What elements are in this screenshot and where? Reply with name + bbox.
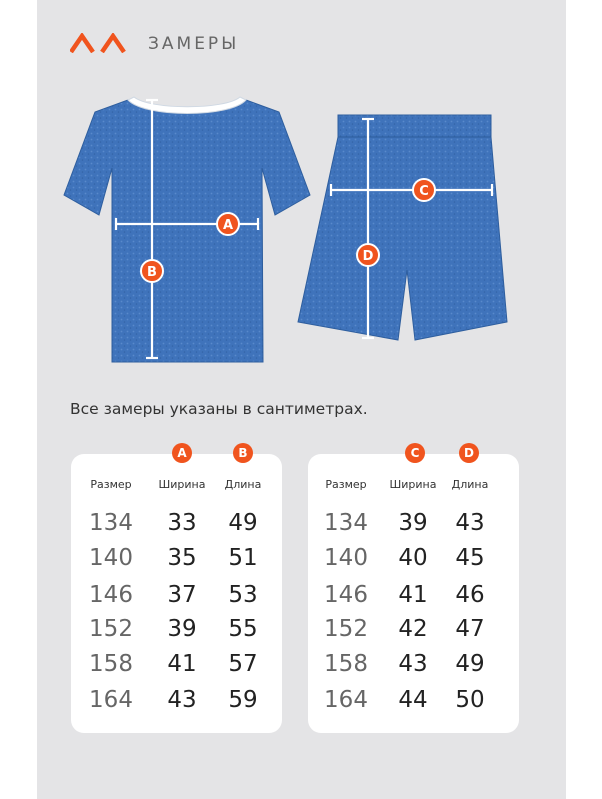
column-header-size: Размер [325,478,367,491]
table-row [71,616,282,646]
column-header-width: Ширина [389,478,437,491]
width-cell: 40 [398,545,428,571]
column-header-length: Длина [451,478,489,491]
size-cell: 158 [89,651,133,677]
size-cell: 152 [324,616,368,642]
size-cell: 140 [89,545,133,571]
size-cell: 152 [89,616,133,642]
svg-text:B: B [147,265,157,280]
length-cell: 55 [228,616,258,642]
size-cell: 146 [89,582,133,608]
length-cell: 49 [455,651,485,677]
marker-c [413,179,435,201]
width-cell: 35 [167,545,197,571]
units-caption: Все замеры указаны в сантиметрах. [70,400,368,418]
table-row [71,687,282,717]
length-cell: 45 [455,545,485,571]
table-row [308,651,519,681]
marker-d [357,244,379,266]
column-header-width: Ширина [158,478,206,491]
width-cell: 43 [167,687,197,713]
column-header-size: Размер [90,478,132,491]
measurement-diagram [0,0,602,380]
width-cell: 42 [398,616,428,642]
tshirt-illustration [64,97,310,362]
marker-b [141,260,163,282]
width-cell: 39 [398,510,428,536]
length-cell: 53 [228,582,258,608]
length-cell: 51 [228,545,258,571]
table-row [308,582,519,612]
size-cell: 158 [324,651,368,677]
table-row [308,687,519,717]
table-row [308,616,519,646]
column-header-length: Длина [224,478,262,491]
table-row [308,510,519,540]
width-cell: 43 [398,651,428,677]
size-cell: 164 [324,687,368,713]
badge-c: C [405,443,425,463]
length-cell: 43 [455,510,485,536]
width-cell: 41 [398,582,428,608]
length-cell: 47 [455,616,485,642]
length-cell: 50 [455,687,485,713]
length-cell: 46 [455,582,485,608]
table-row [308,545,519,575]
size-cell: 164 [89,687,133,713]
page-title: ЗАМЕРЫ [148,34,240,54]
width-cell: 39 [167,616,197,642]
size-cell: 146 [324,582,368,608]
size-cell: 134 [89,510,133,536]
size-table-tshirt [71,446,282,733]
width-cell: 37 [167,582,197,608]
svg-text:C: C [419,184,429,199]
svg-text:A: A [222,218,234,233]
table-row [71,651,282,681]
table-row [71,582,282,612]
shorts-illustration [298,115,507,340]
width-cell: 41 [167,651,197,677]
badge-d: D [459,443,479,463]
width-cell: 44 [398,687,428,713]
length-cell: 59 [228,687,258,713]
length-cell: 57 [228,651,258,677]
length-cell: 49 [228,510,258,536]
width-cell: 33 [167,510,197,536]
size-cell: 134 [324,510,368,536]
table-row [71,510,282,540]
size-cell: 140 [324,545,368,571]
badge-a: A [172,443,192,463]
svg-text:D: D [362,249,374,264]
table-row [71,545,282,575]
marker-a [217,213,239,235]
size-table-shorts [308,446,519,733]
badge-b: B [233,443,253,463]
